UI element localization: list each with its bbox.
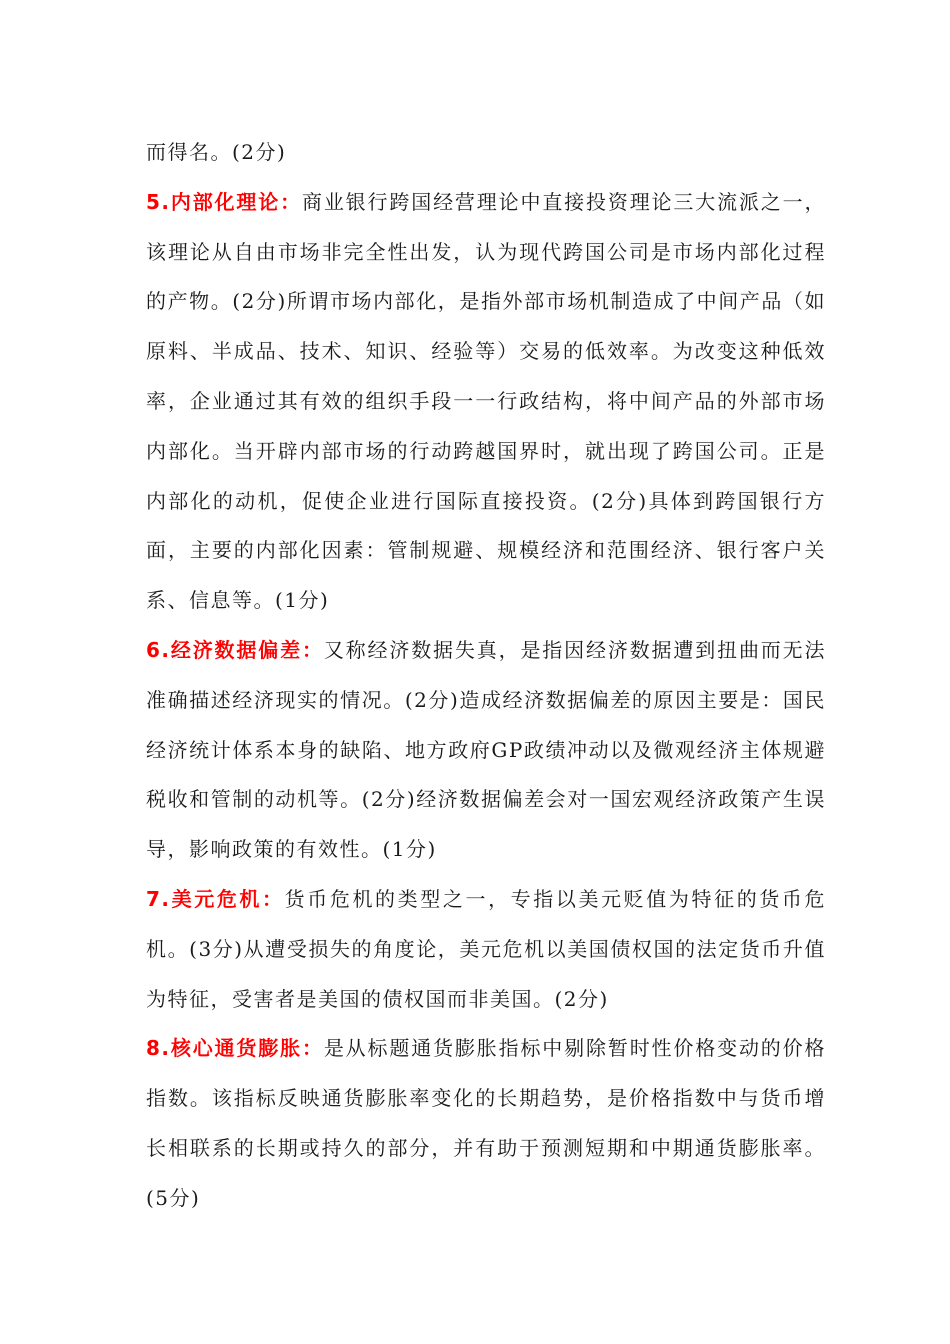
- paragraph-core-inflation: [146, 1024, 826, 1223]
- term-heading: 5.内部化理论：: [146, 189, 302, 214]
- term-heading: 7.美元危机：: [146, 886, 285, 911]
- paragraph-text: 是从标题通货膨胀指标中剔除暂时性价格变动的价格指数。该指标反映通货膨胀率变化的长期趋势，是价格指数中与货币增长相联系的长期或持久的部分，并有助于预测短期和中期通货膨胀率。(5分): [146, 1036, 827, 1210]
- document-page: [146, 128, 826, 1224]
- paragraph-text: 货币危机的类型之一，专指以美元贬值为特征的货币危机。(3分)从遭受损失的角度论，美元危机以美国债权国的法定货币升值为特征，受害者是美国的债权国而非美国。(2分): [146, 886, 827, 1011]
- paragraph-dollar-crisis: [146, 875, 826, 1024]
- term-heading: 6.经济数据偏差：: [146, 637, 324, 662]
- paragraph-continuation: [146, 128, 826, 178]
- paragraph-text: 商业银行跨国经营理论中直接投资理论三大流派之一，该理论从自由市场非完全性出发，认为现代跨国公司是市场内部化过程的产物。(2分)所谓市场内部化，是指外部市场机制造成了中间产品（如原料、半成品、技术、知识、经验等）交易的低效率。为改变这种低效率，企业通过其有效的组织手段一一行政结构，将中间产品的外部市场内部化。当开辟内部市场的行动跨越国界时，就出现了跨国公司。正是内部化的动机，促使企业进行国际直接投资。(2分)具体到跨国银行方面，主要的内部化因素：管制规避、规模经济和范围经济、银行客户关系、信息等。(1分): [146, 189, 827, 613]
- paragraph-text: 又称经济数据失真，是指因经济数据遭到扭曲而无法准确描述经济现实的情况。(2分)造成经济数据偏差的原因主要是：国民经济统计体系本身的缺陷、地方政府GP政绩冲动以及微观经济主体规避税收和管制的动机等。(2分)经济数据偏差会对一国宏观经济政策产生误导，影响政策的有效性。(1分): [146, 637, 827, 862]
- paragraph-text: 而得名。(2分): [146, 140, 287, 164]
- paragraph-economic-data-deviation: [146, 626, 826, 875]
- term-heading: 8.核心通货膨胀：: [146, 1036, 324, 1061]
- paragraph-internalization-theory: [146, 178, 826, 626]
